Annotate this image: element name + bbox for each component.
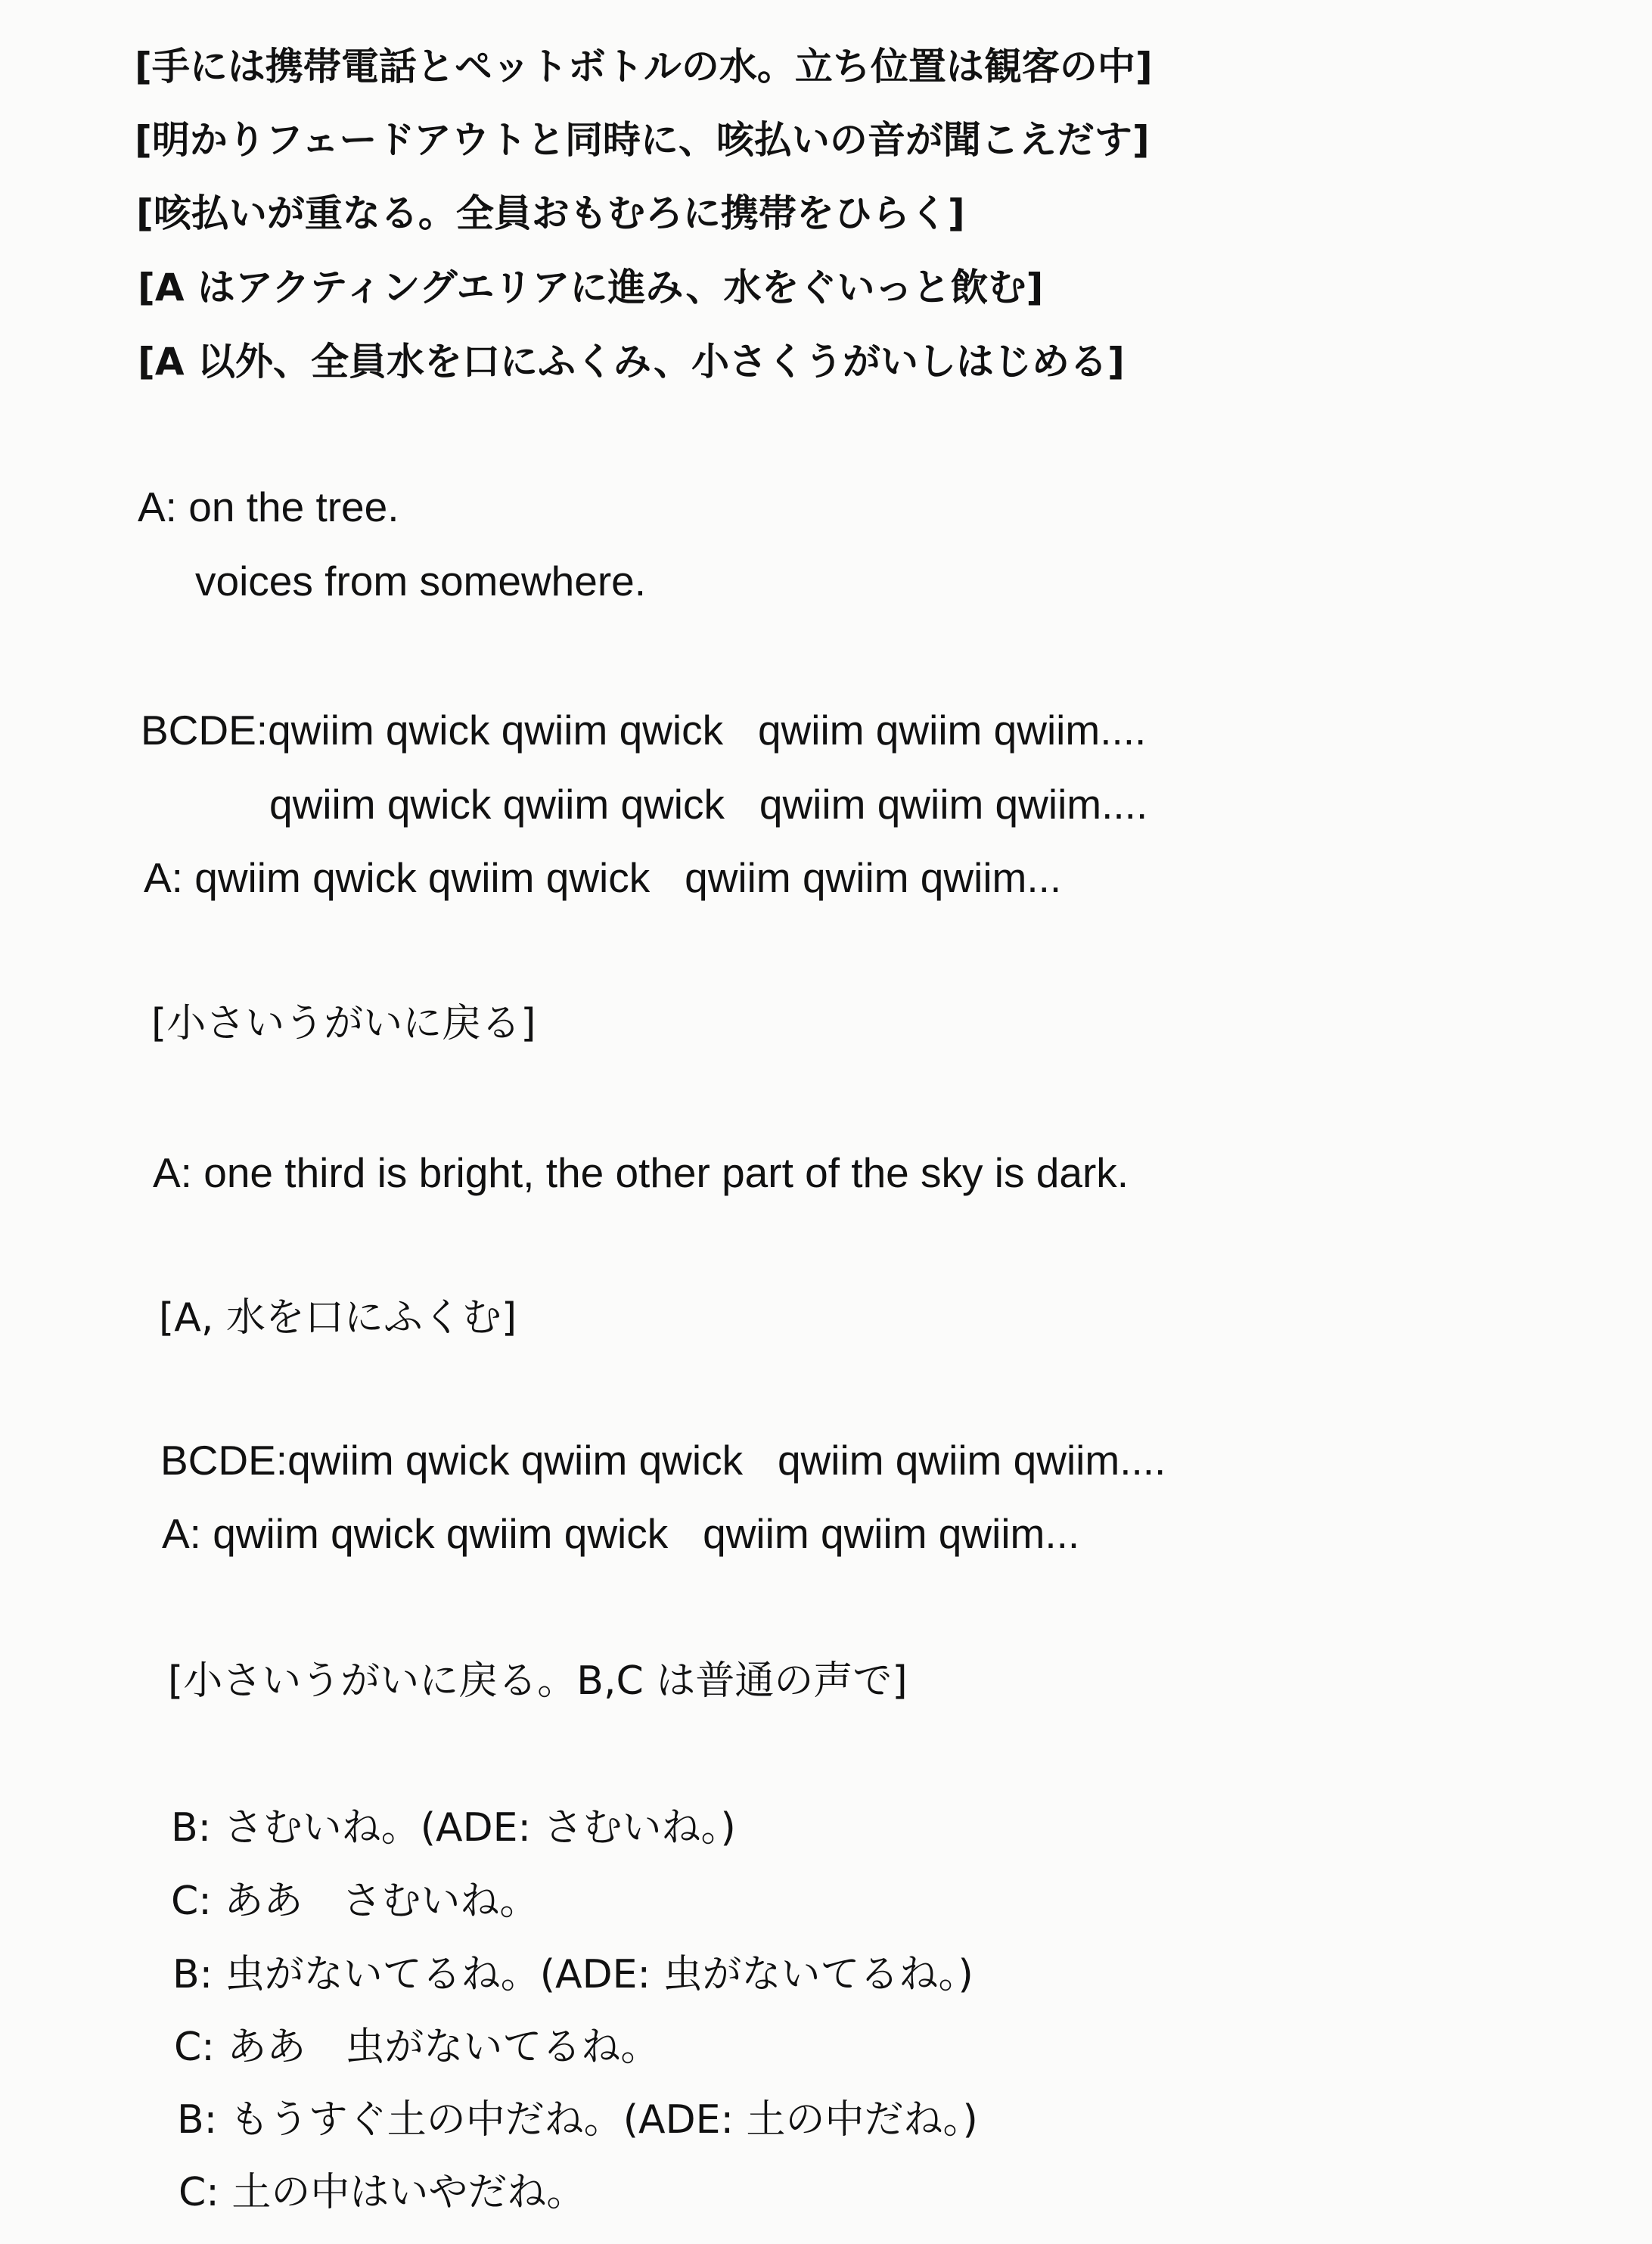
direction-return-2: [小さいうがいに戻る。B,C は普通の声で]: [168, 1658, 908, 1704]
dialogue-line-2: C: ああ さむいね。: [171, 1879, 539, 1924]
dialogue-line-4: C: ああ 虫がないてるね。: [174, 2025, 660, 2070]
dialogue-line-1: B: さむいね。(ADE: さむいね。): [171, 1805, 736, 1851]
a-line-on-the-tree: A: on the tree.: [138, 483, 399, 530]
a-qwiim-line-1: A: qwiim qwick qwiim qwick qwiim qwiim qwiim...: [144, 854, 1062, 901]
bcde-line-2: qwiim qwick qwiim qwick qwiim qwiim qwiim....: [269, 781, 1148, 828]
a-line-voices: voices from somewhere.: [195, 558, 647, 605]
dialogue-line-3: B: 虫がないてるね。(ADE: 虫がないてるね。): [172, 1952, 974, 1997]
stage-direction-5: [A 以外、全員水を口にふくみ、小さくうがいしはじめる]: [138, 340, 1125, 384]
dialogue-line-5: B: もうすぐ土の中だね。(ADE: 土の中だね。): [177, 2097, 978, 2143]
direction-a-water: [A, 水を口にふくむ]: [159, 1295, 517, 1341]
stage-direction-2: [明かりフェードアウトと同時に、咳払いの音が聞こえだす]: [135, 118, 1150, 162]
stage-direction-4: [A はアクティングエリアに進み、水をぐいっと飲む]: [138, 266, 1044, 309]
bcde-line-3: BCDE:qwiim qwick qwiim qwick qwiim qwiim qwiim....: [160, 1437, 1166, 1484]
bcde-line-1: BCDE:qwiim qwick qwiim qwick qwiim qwiim qwiim....: [141, 707, 1147, 754]
direction-return-1: [小さいうがいに戻る]: [151, 1001, 536, 1046]
a-qwiim-line-2: A: qwiim qwick qwiim qwick qwiim qwiim qwiim...: [162, 1510, 1080, 1557]
dialogue-line-6: C: 土の中はいやだね。: [179, 2170, 586, 2215]
a-line-sky: A: one third is bright, the other part of the sky is dark.: [153, 1149, 1129, 1196]
stage-direction-1: [手には携帯電話とペットボトルの水。立ち位置は観客の中]: [135, 45, 1153, 89]
stage-direction-3: [咳払いが重なる。全員おもむろに携帯をひらく]: [136, 191, 965, 235]
